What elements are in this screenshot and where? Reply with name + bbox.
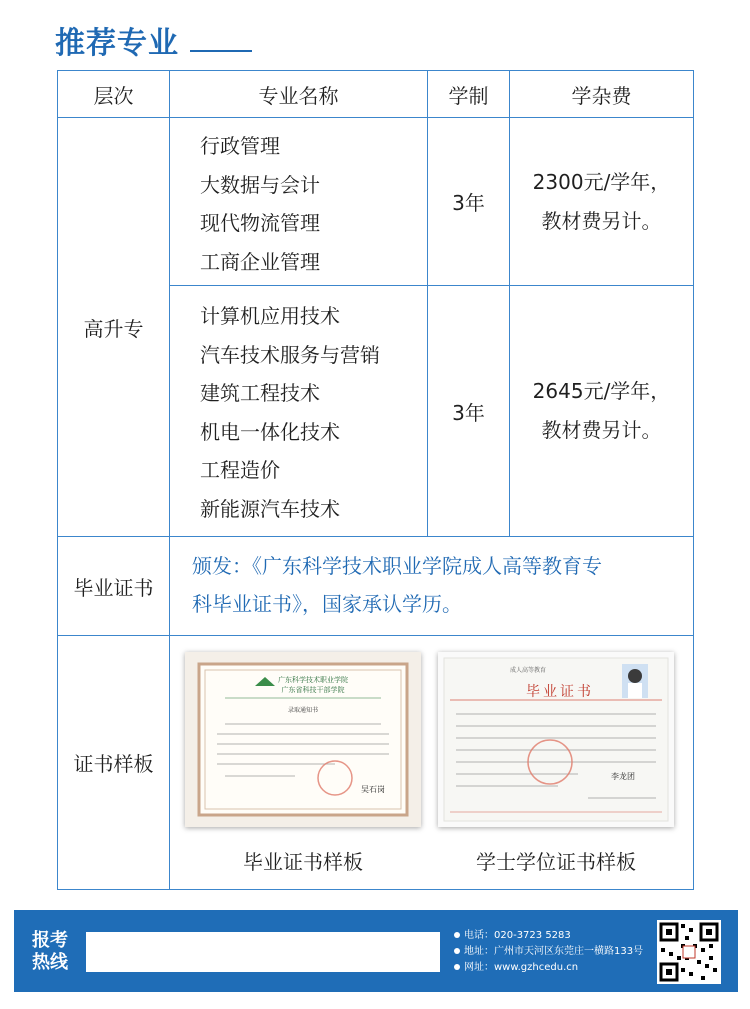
sample-caption-2: 学士学位证书样板	[476, 850, 636, 874]
qr-code-icon	[657, 920, 721, 984]
table-row	[58, 118, 694, 286]
phone-text: 电话：020-3723 5283	[464, 930, 571, 941]
cert-line: 科毕业证书》，国家承认学历。	[192, 592, 462, 616]
fee-amount: 2645元/学年，	[532, 379, 671, 403]
cert-label: 毕业证书	[58, 537, 170, 636]
cert-top-text: 成人高等教育	[509, 667, 547, 674]
address-row	[454, 944, 643, 960]
cert-signature: 吴石岗	[361, 785, 385, 794]
bullet-icon	[454, 964, 460, 970]
cert-description	[170, 537, 694, 636]
years-cell: 3年	[428, 286, 510, 537]
phone-row	[454, 928, 643, 944]
list-item: 工商企业管理	[200, 249, 320, 274]
majors-list-1	[170, 118, 428, 286]
majors-table	[57, 70, 694, 890]
cert-line: 颁发：《广东科学技术职业学院成人高等教育专	[192, 554, 602, 578]
header-fee: 学杂费	[510, 71, 694, 118]
list-item: 现代物流管理	[200, 211, 320, 235]
cert-header-1: 广东科学技术职业学院	[278, 676, 348, 684]
fee-amount: 2300元/学年，	[532, 169, 671, 194]
table-row	[58, 636, 694, 890]
website-text[interactable]: 网址：www.gzhcedu.cn	[464, 962, 579, 973]
header-major: 专业名称	[170, 71, 428, 118]
cert-header-2: 广东省科技干部学院	[281, 686, 345, 694]
list-item: 机电一体化技术	[200, 419, 340, 444]
degree-certificate-image	[438, 652, 674, 827]
bullet-icon	[454, 932, 460, 938]
list-item: 工程造价	[200, 458, 280, 482]
contact-info	[454, 928, 643, 976]
cert-title: 毕业证书	[526, 684, 594, 700]
website-row	[454, 960, 643, 976]
hotline-label	[32, 930, 68, 974]
list-item: 建筑工程技术	[200, 381, 320, 405]
table-row	[58, 537, 694, 636]
title-underline	[190, 50, 252, 52]
years-cell: 3年	[428, 118, 510, 286]
page-title: 推荐专业	[55, 26, 179, 61]
table-header-row	[58, 71, 694, 118]
list-item: 汽车技术服务与营销	[200, 342, 380, 367]
list-item: 大数据与会计	[200, 172, 320, 197]
level-cell: 高升专	[58, 118, 170, 537]
header-years: 学制	[428, 71, 510, 118]
fee-cell	[510, 118, 694, 286]
list-item: 新能源汽车技术	[200, 496, 340, 521]
majors-list-2	[170, 286, 428, 537]
bullet-icon	[454, 948, 460, 954]
fee-note: 教材费另计。	[541, 208, 662, 233]
sample-cell	[170, 636, 694, 890]
fee-cell	[510, 286, 694, 537]
hotline-box	[86, 932, 440, 972]
footer-bar	[14, 910, 738, 992]
sample-caption-1: 毕业证书样板	[243, 850, 363, 874]
sample-label: 证书样板	[58, 636, 170, 890]
header-level: 层次	[58, 71, 170, 118]
address-text: 地址：广州市天河区东莞庄一横路133号	[464, 946, 644, 957]
fee-note: 教材费另计。	[541, 418, 662, 442]
cert-doc-title: 录取通知书	[287, 707, 319, 714]
list-item: 行政管理	[200, 134, 280, 158]
hotline-label-line: 热线	[32, 952, 68, 973]
list-item: 计算机应用技术	[200, 304, 340, 328]
hotline-label-line: 报考	[32, 930, 68, 951]
graduation-certificate-image	[185, 652, 421, 827]
cert-signature: 李龙团	[611, 772, 635, 781]
